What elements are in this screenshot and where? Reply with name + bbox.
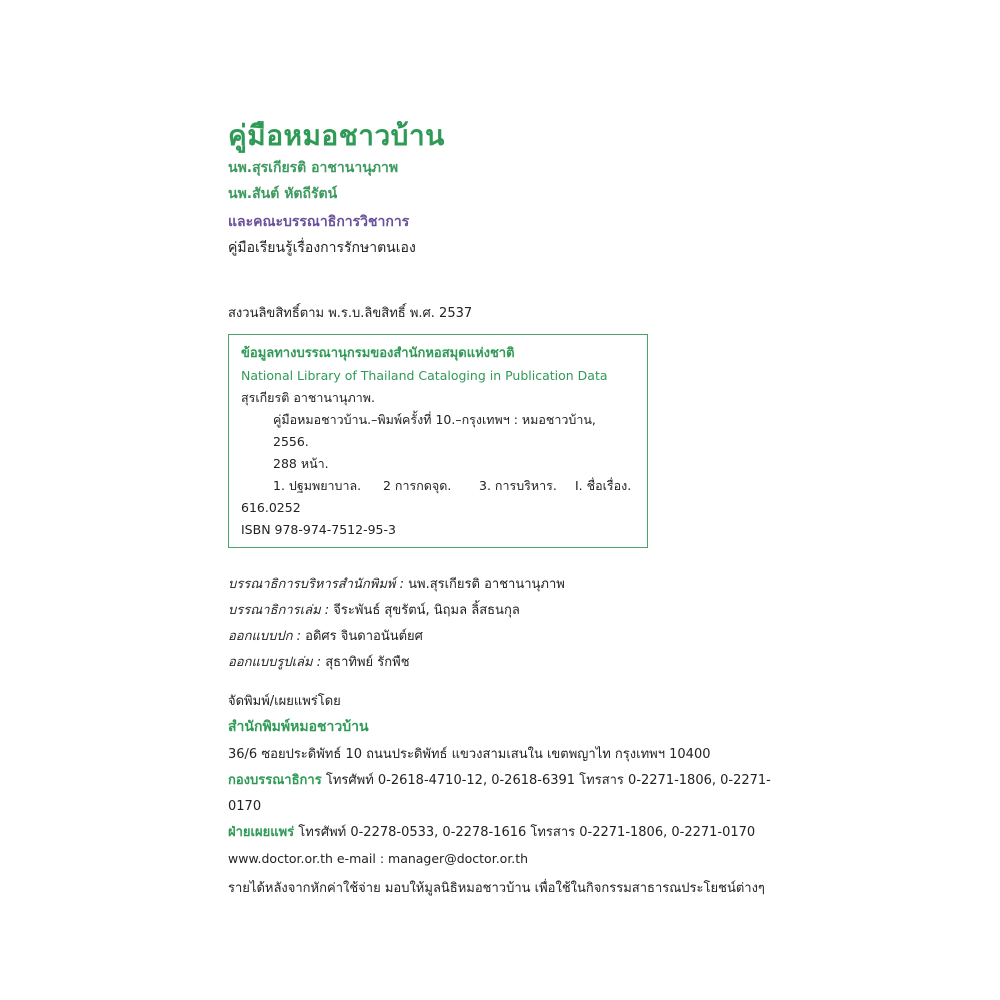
distribution-contact	[228, 820, 788, 846]
publisher-label: จัดพิมพ์/เผยแพร่โดย	[228, 694, 341, 709]
editorial-contact	[228, 768, 788, 820]
cip-main-entry: สุรเกียรติ อาชานานุภาพ.	[241, 390, 375, 405]
cip-subject-3: 3. การบริหาร.	[479, 478, 557, 493]
credit-row	[228, 572, 788, 598]
distribution-dept-label: ฝ่ายเผยแพร่	[228, 825, 295, 840]
publisher-web-email: www.doctor.or.th e-mail : manager@doctor.or.th	[228, 851, 529, 866]
credit-role: บรรณาธิการเล่ม :	[228, 603, 330, 618]
credit-role: บรรณาธิการบริหารสำนักพิมพ์ :	[228, 577, 404, 592]
cip-subject-1: 1. ปฐมพยาบาล.	[273, 478, 362, 493]
publisher-name: สำนักพิมพ์หมอชาวบ้าน	[228, 719, 369, 735]
copyright-notice: สงวนลิขสิทธิ์ตาม พ.ร.บ.ลิขสิทธิ์ พ.ศ. 2537	[228, 306, 473, 321]
cip-isbn: ISBN 978-974-7512-95-3	[241, 522, 396, 537]
proceeds-note: รายได้หลังจากหักค่าใช้จ่าย มอบให้มูลนิธิหมอชาวบ้าน เพื่อใช้ในกิจกรรมสาธารณประโยชน์ต่างๆ	[228, 881, 765, 896]
editorial-phone: โทรศัพท์ 0-2618-4710-12, 0-2618-6391 โทรสาร 0-2271-1806, 0-2271-0170	[228, 773, 771, 814]
cip-subject-2: 2 การกดจุด.	[383, 478, 452, 493]
author-2: นพ.สันต์ หัตถีรัตน์	[228, 186, 338, 202]
cip-data-box	[228, 334, 648, 548]
credits-list	[228, 572, 788, 676]
editorial-dept-label: กองบรรณาธิการ	[228, 773, 322, 788]
credit-name: สุธาทิพย์ รักพืช	[325, 655, 410, 670]
cip-subjects	[241, 475, 635, 497]
cip-class-number: 616.0252	[241, 500, 301, 515]
credit-role: ออกแบบปก :	[228, 629, 302, 644]
credit-role: ออกแบบรูปเล่ม :	[228, 655, 322, 670]
credit-name: จีระพันธ์ สุขรัตน์, นิฤมล ลิ้สธนกุล	[333, 603, 520, 618]
book-subtitle: คู่มือเรียนรู้เรื่องการรักษาตนเอง	[228, 240, 416, 256]
cip-heading-thai: ข้อมูลทางบรรณานุกรมของสำนักหอสมุดแห่งชาติ	[241, 346, 515, 361]
copyright-page	[228, 118, 788, 902]
book-title: คู่มือหมอชาวบ้าน	[228, 119, 445, 152]
publisher-block	[228, 690, 788, 902]
credit-name: อดิศร จินดาอนันต์ยศ	[305, 629, 423, 644]
credit-row	[228, 598, 788, 624]
publisher-address: 36/6 ซอยประดิพัทธ์ 10 ถนนประดิพัทธ์ แขวงสามเสนใน เขตพญาไท กรุงเทพฯ 10400	[228, 747, 711, 762]
credit-row	[228, 650, 788, 676]
editorial-committee: และคณะบรรณาธิการวิชาการ	[228, 214, 410, 230]
cip-heading-english: National Library of Thailand Cataloging in Publication Data	[241, 368, 608, 383]
distribution-phone: โทรศัพท์ 0-2278-0533, 0-2278-1616 โทรสาร 0-2271-1806, 0-2271-0170	[294, 825, 756, 840]
author-1: นพ.สุรเกียรติ อาชานานุภาพ	[228, 160, 399, 176]
credit-row	[228, 624, 788, 650]
credit-name: นพ.สุรเกียรติ อาชานานุภาพ	[408, 577, 565, 592]
cip-title-line: คู่มือหมอชาวบ้าน.–พิมพ์ครั้งที่ 10.–กรุงเทพฯ : หมอชาวบ้าน, 2556.	[273, 412, 596, 449]
cip-subject-4: I. ชื่อเรื่อง.	[575, 478, 632, 493]
cip-pages: 288 หน้า.	[273, 456, 329, 471]
